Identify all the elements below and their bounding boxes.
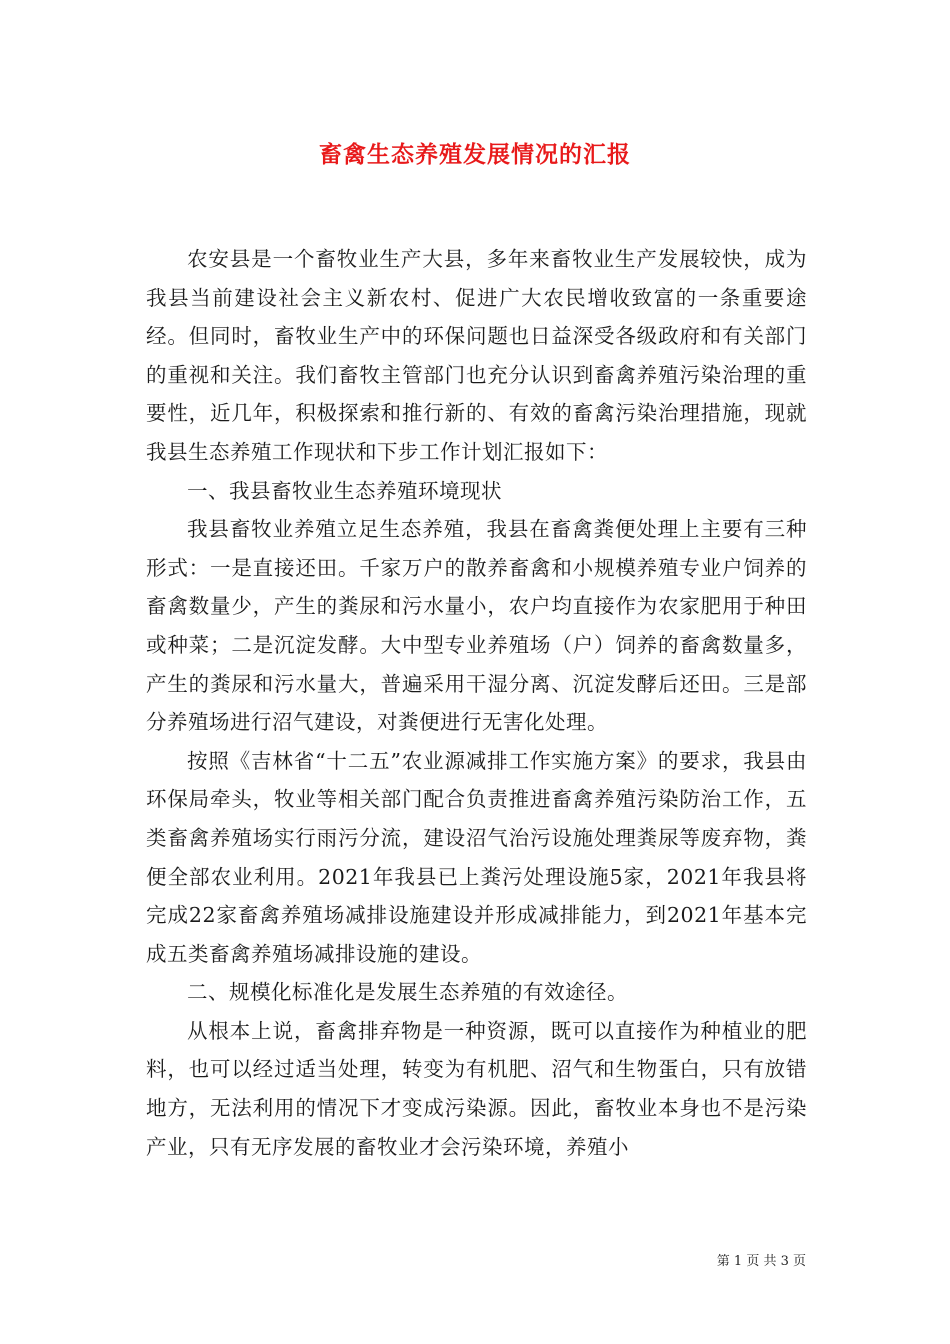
- section-heading-1: 一、我县畜牧业生态养殖环境现状: [187, 478, 502, 503]
- paragraph-intro: 农安县是一个畜牧业生产大县，多年来畜牧业生产发展较快，成为我县当前建设社会主义新农村、促进广大农民增收致富的一条重要途经。但同时，畜牧业生产中的环保问题也日益深受各级政府和有关部门的重视和关注。我们畜牧主管部门也充分认识到畜禽养殖污染治理的重要性，近几年，积极探索和推行新的、有效的畜禽污染治理措施，现就我县生态养殖工作现状和下步工作计划汇报如下：: [146, 247, 807, 464]
- section-heading-2: 二、规模化标准化是发展生态养殖的有效途径。: [187, 980, 628, 1005]
- paragraph-section-2: 从根本上说，畜禽排弃物是一种资源，既可以直接作为种植业的肥料，也可以经过适当处理，转变为有机肥、沼气和生物蛋白，只有放错地方，无法利用的情况下才变成污染源。因此，畜牧业本身也不是污染产业，只有无序发展的畜牧业才会污染环境，养殖小: [146, 1018, 807, 1159]
- document-title: 畜禽生态养殖发展情况的汇报: [319, 142, 631, 168]
- paragraph-section-1: 我县畜牧业养殖立足生态养殖，我县在畜禽粪便处理上主要有三种形式：一是直接还田。千家万户的散养畜禽和小规模养殖专业户饲养的畜禽数量少，产生的粪尿和污水量小，农户均直接作为农家肥用于种田或种菜；二是沉淀发酵。大中型专业养殖场（户）饲养的畜禽数量多，产生的粪尿和污水量大，普遍采用干湿分离、沉淀发酵后还田。三是部分养殖场进行沼气建设，对粪便进行无害化处理。: [146, 517, 807, 735]
- paragraph-section-1-plan: 按照《吉林省“十二五”农业源减排工作实施方案》的要求，我县由环保局牵头，牧业等相关部门配合负责推进畜禽养殖污染防治工作，五类畜禽养殖场实行雨污分流，建设沼气治污设施处理粪尿等废弃物，粪便全部农业利用。2021年我县已上粪污处理设施5家，2021年我县将完成22家畜禽养殖场减排设施建设并形成减排能力，到2021年基本完成五类畜禽养殖场减排设施的建设。: [146, 748, 807, 966]
- page-number: 第 1 页 共 3 页: [716, 1254, 806, 1269]
- document-body: [146, 240, 807, 1166]
